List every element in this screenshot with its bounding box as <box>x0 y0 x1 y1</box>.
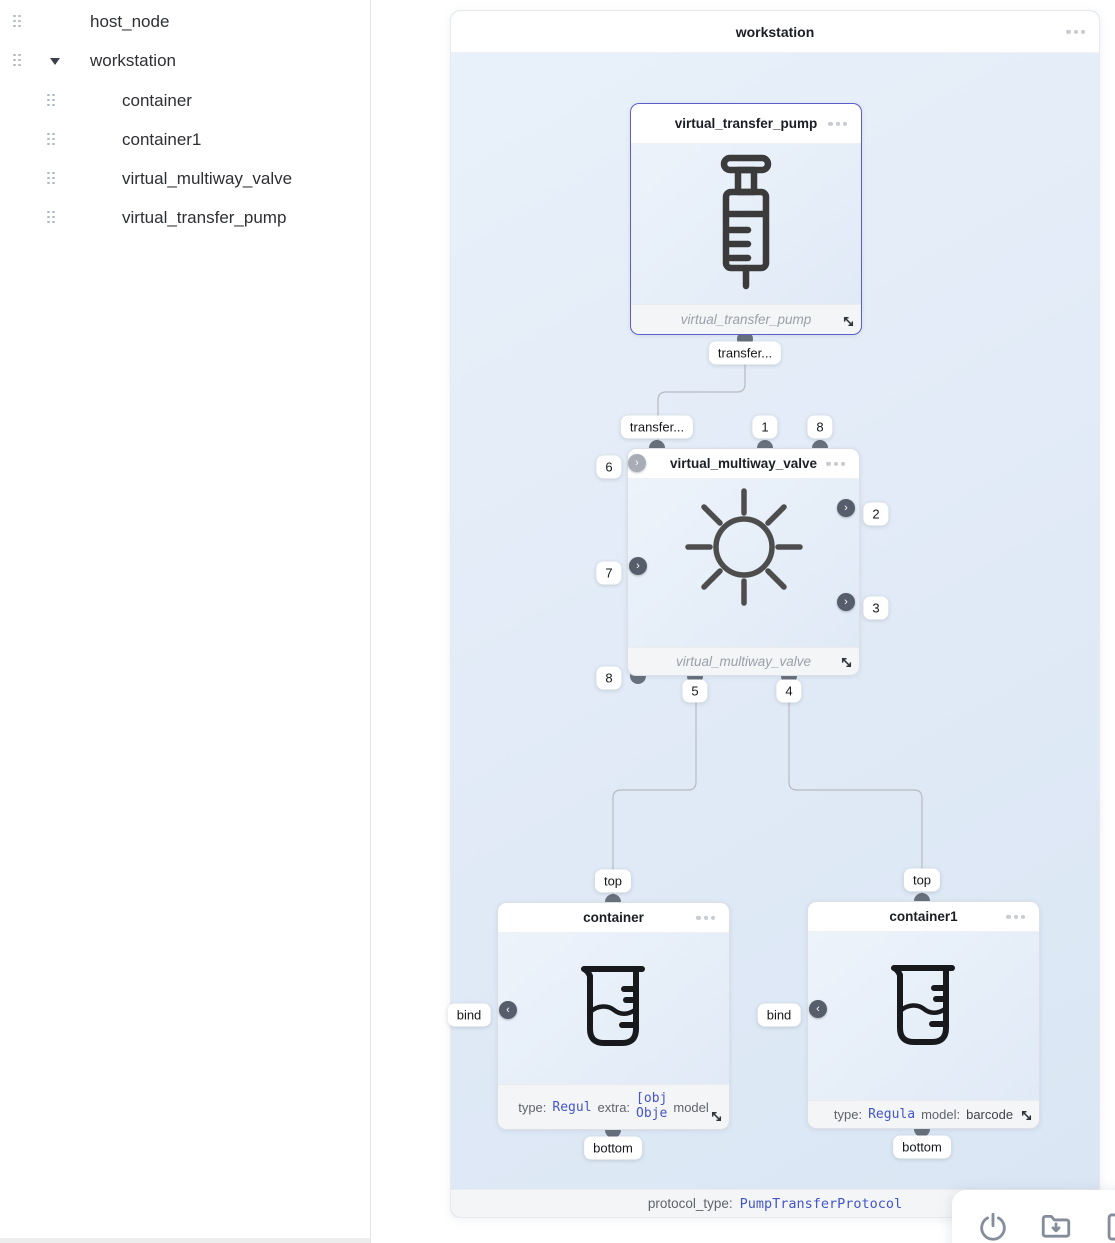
container1-bind-port[interactable]: ‹ <box>809 1000 827 1018</box>
resize-handle-icon[interactable] <box>840 656 853 669</box>
drag-handle-icon[interactable] <box>13 15 23 30</box>
drag-handle-icon[interactable] <box>47 133 57 148</box>
container1-port-label-bottom[interactable]: bottom <box>893 1136 951 1159</box>
tree-item-label: container1 <box>122 130 202 149</box>
drag-handle-icon[interactable] <box>47 211 57 226</box>
sidebar-tree <box>0 0 371 1243</box>
valve-right-port-2[interactable]: › <box>837 499 855 517</box>
folder-download-icon[interactable] <box>1038 1210 1074 1243</box>
model-label: model: <box>921 1107 961 1122</box>
ellipsis-menu-icon[interactable] <box>1006 914 1025 918</box>
resize-handle-icon[interactable] <box>842 315 855 328</box>
chevron-down-icon[interactable] <box>50 58 60 65</box>
workstation-title: workstation <box>735 23 815 40</box>
beaker-icon <box>556 955 671 1055</box>
container1-port-label-bind[interactable]: bind <box>758 1004 801 1027</box>
container-node[interactable] <box>497 902 730 1130</box>
valve-port-label-8-bottom[interactable]: 8 <box>596 667 621 690</box>
valve-left-port-7[interactable]: › <box>629 557 647 575</box>
pump-header[interactable] <box>631 104 861 144</box>
export-icon[interactable] <box>1102 1210 1115 1243</box>
type-value: Regula <box>868 1107 916 1122</box>
container-port-label-bottom[interactable]: bottom <box>584 1137 642 1160</box>
extra-label: extra: <box>597 1099 631 1115</box>
container-bind-port[interactable]: ‹ <box>499 1001 517 1019</box>
sidebar-item-virtual-transfer-pump[interactable] <box>0 198 371 238</box>
ellipsis-menu-icon[interactable] <box>1066 29 1085 33</box>
sidebar-item-virtual-multiway-valve[interactable] <box>0 159 371 199</box>
valve-port-label-1[interactable]: 1 <box>752 416 777 439</box>
multiway-valve-icon <box>684 487 804 607</box>
container-port-label-bind[interactable]: bind <box>448 1004 491 1027</box>
sidebar-item-host-node[interactable] <box>0 2 371 42</box>
syringe-icon <box>696 152 796 292</box>
type-value: Regul <box>552 1099 592 1115</box>
valve-footer-name: virtual_multiway_valve <box>675 654 812 669</box>
tree-item-label: container <box>122 91 192 110</box>
pump-footer <box>631 304 861 334</box>
valve-footer <box>628 647 859 675</box>
type-label: type: <box>518 1099 547 1115</box>
drag-handle-icon[interactable] <box>13 54 23 69</box>
valve-port-label-8-top[interactable]: 8 <box>807 416 832 439</box>
valve-port-label-7[interactable]: 7 <box>596 562 621 585</box>
sidebar-item-workstation[interactable] <box>0 41 371 81</box>
valve-header[interactable] <box>628 449 859 479</box>
tree-item-label: workstation <box>90 51 176 70</box>
virtual-transfer-pump-node[interactable] <box>630 103 862 335</box>
container-header[interactable] <box>498 903 729 933</box>
protocol-type-value: PumpTransferProtocol <box>739 1195 903 1212</box>
pump-port-label-transfer[interactable]: transfer... <box>709 342 781 365</box>
tree-item-label: host_node <box>90 12 170 31</box>
container1-node[interactable] <box>807 901 1040 1129</box>
drag-handle-icon[interactable] <box>47 94 57 109</box>
valve-left-port-6[interactable]: › <box>628 454 646 472</box>
canvas-toolbar <box>952 1190 1115 1243</box>
pump-footer-name: virtual_transfer_pump <box>680 312 812 327</box>
power-icon[interactable] <box>976 1210 1010 1243</box>
tree-item-label: virtual_transfer_pump <box>122 208 287 227</box>
valve-port-label-transfer[interactable]: transfer... <box>621 416 693 439</box>
valve-port-label-5[interactable]: 5 <box>682 680 707 703</box>
container-footer <box>498 1084 729 1129</box>
horizontal-scrollbar[interactable] <box>0 1238 370 1243</box>
valve-right-port-3[interactable]: › <box>837 593 855 611</box>
valve-port-label-2[interactable]: 2 <box>863 503 888 526</box>
ellipsis-menu-icon[interactable] <box>696 915 715 919</box>
valve-port-label-3[interactable]: 3 <box>863 597 888 620</box>
container-title: container <box>583 910 644 925</box>
workstation-header[interactable] <box>451 11 1099 53</box>
extra-value: [obj Obje <box>636 1091 668 1121</box>
tree-item-label: virtual_multiway_valve <box>122 169 293 188</box>
resize-handle-icon[interactable] <box>1020 1109 1033 1122</box>
beaker-icon <box>866 954 981 1054</box>
sidebar-item-container[interactable] <box>0 81 371 121</box>
model-value: barcode <box>966 1107 1014 1122</box>
protocol-type-label: protocol_type: <box>647 1196 733 1211</box>
model-label: model <box>673 1099 709 1115</box>
container1-footer <box>808 1100 1039 1128</box>
sidebar-item-container1[interactable] <box>0 120 371 160</box>
virtual-multiway-valve-node[interactable] <box>627 448 860 676</box>
container-port-label-top[interactable]: top <box>595 870 631 893</box>
container1-port-label-top[interactable]: top <box>904 869 940 892</box>
pump-title: virtual_transfer_pump <box>674 116 818 131</box>
drag-handle-icon[interactable] <box>47 172 57 187</box>
type-label: type: <box>833 1107 863 1122</box>
valve-port-label-6[interactable]: 6 <box>596 456 621 479</box>
valve-title: virtual_multiway_valve <box>669 456 818 471</box>
valve-port-label-4[interactable]: 4 <box>776 680 801 703</box>
ellipsis-menu-icon[interactable] <box>828 121 847 125</box>
container1-title: container1 <box>889 909 958 924</box>
container1-header[interactable] <box>808 902 1039 932</box>
resize-handle-icon[interactable] <box>710 1110 723 1123</box>
ellipsis-menu-icon[interactable] <box>826 461 845 465</box>
